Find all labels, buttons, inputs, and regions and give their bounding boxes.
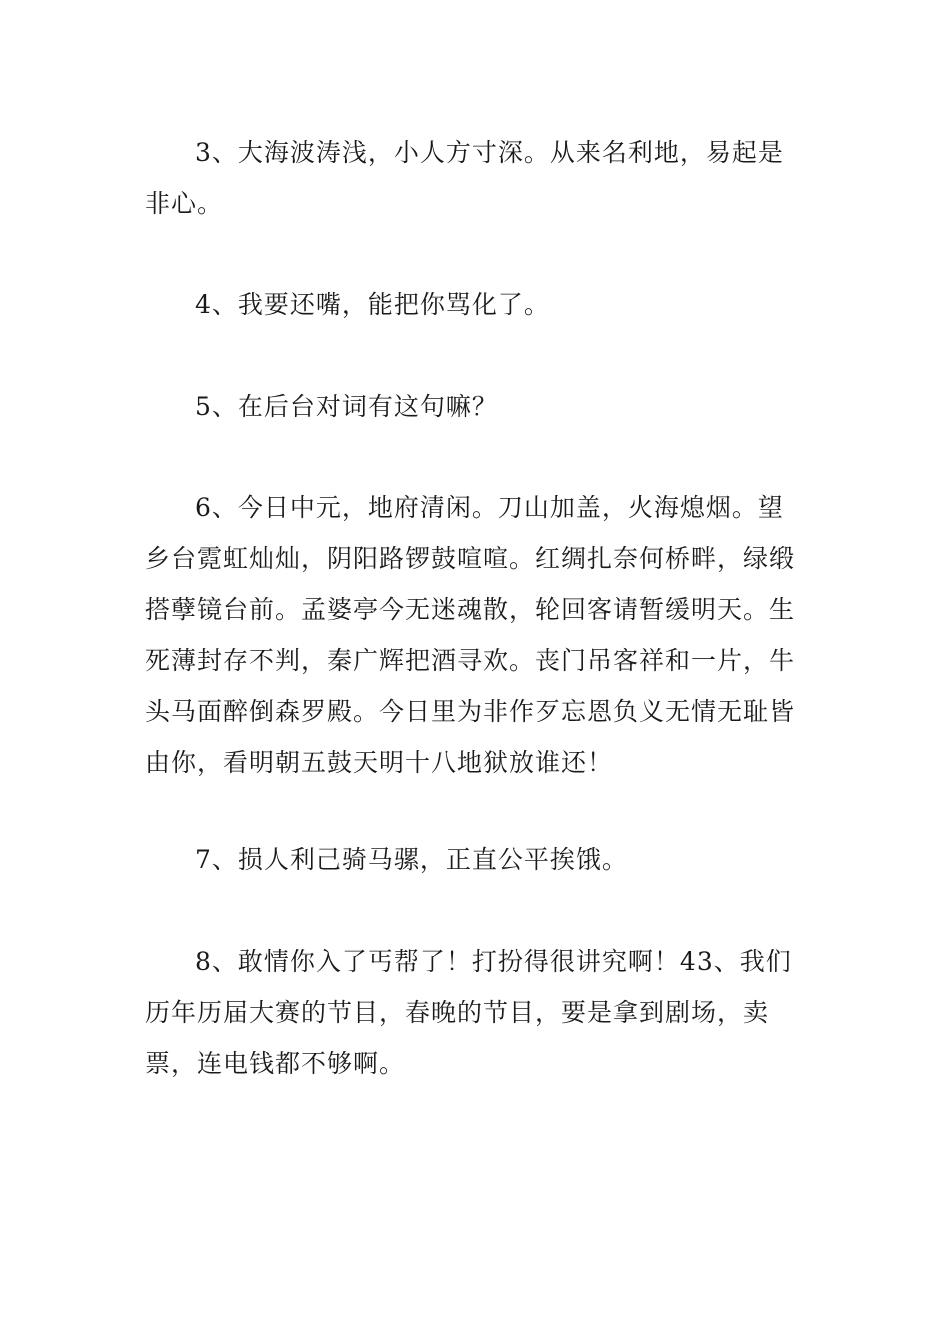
paragraph-4: 4、我要还嘴，能把你骂化了。 bbox=[195, 290, 550, 319]
paragraph-8: 8、敢情你入了丐帮了！打扮得很讲究啊！43、我们历年历届大赛的节目，春晚的节目，要是拿到剧场，卖票，连电钱都不够啊。 bbox=[145, 947, 792, 1078]
paragraph-7: 7、损人利己骑马骡，正直公平挨饿。 bbox=[195, 845, 628, 874]
paragraph-3: 3、大海波涛浅，小人方寸深。从来名利地，易起是非心。 bbox=[145, 138, 784, 218]
paragraph-5: 5、在后台对词有这句嘛？ bbox=[195, 392, 498, 421]
paragraph-6: 6、今日中元，地府清闲。刀山加盖，火海熄烟。望乡台霓虹灿灿，阴阳路锣鼓喧喧。红绸扎奈何桥畔，绿缎搭孽镜台前。孟婆亭今无迷魂散，轮回客请暂缓明天。生死薄封存不判，秦广辉把酒寻欢。丧门吊客祥和一片，牛头马面醉倒森罗殿。今日里为非作歹忘恩负义无情无耻皆由你，看明朝五鼓天明十八地狱放谁还！ bbox=[145, 493, 796, 777]
